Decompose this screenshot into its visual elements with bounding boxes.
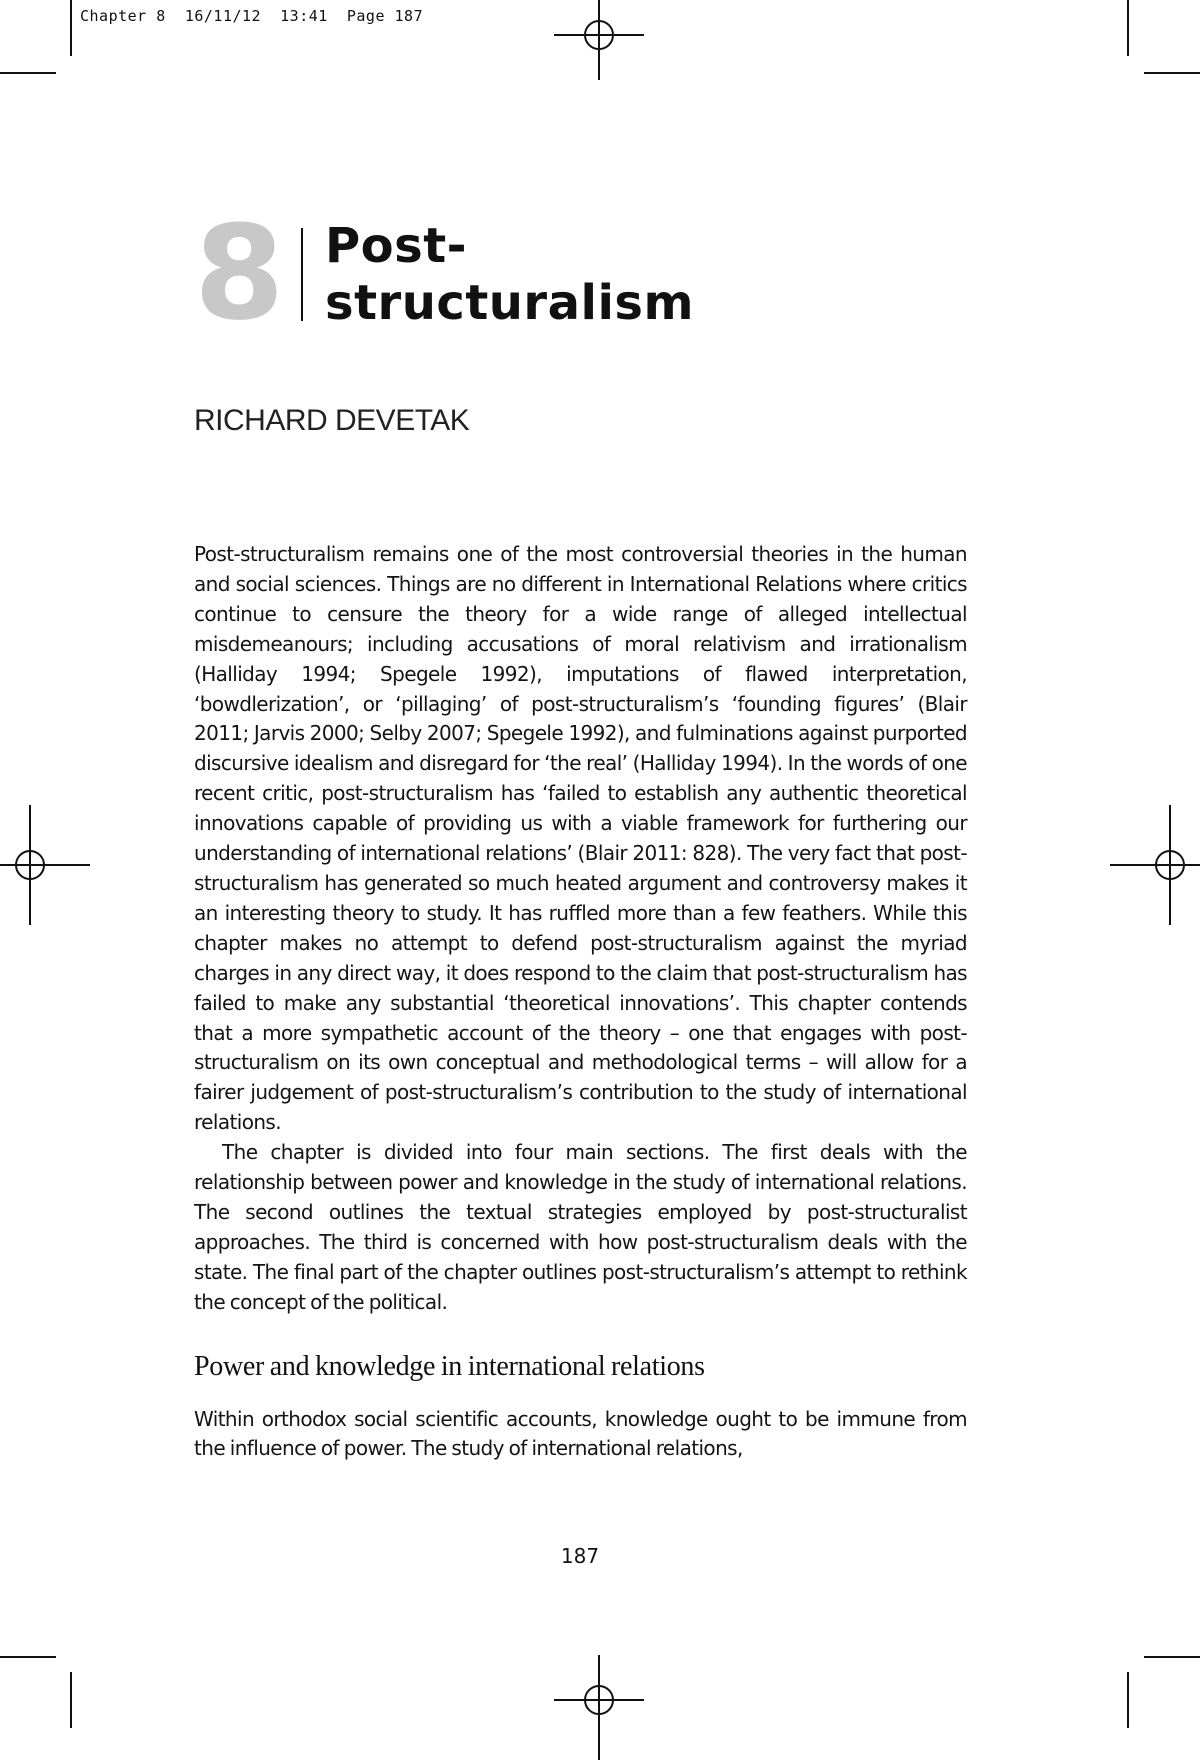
crop-mark-top-right-horizontal bbox=[1144, 72, 1200, 74]
section-heading: Power and knowledge in international relations bbox=[194, 1350, 705, 1382]
crop-mark-bottom-left-vertical bbox=[70, 1672, 72, 1728]
chapter-author: RICHARD DEVETAK bbox=[194, 404, 470, 437]
chapter-body bbox=[194, 540, 967, 1464]
chapter-divider bbox=[301, 228, 303, 321]
chapter-number: 8 bbox=[194, 197, 285, 349]
chapter-title bbox=[325, 218, 885, 332]
crop-mark-bottom-left-horizontal bbox=[0, 1656, 56, 1658]
page-number: 187 bbox=[560, 1544, 600, 1568]
body-paragraph-2: The chapter is divided into four main sections. The first deals with the relationship between power and knowledge in the study of international relations. The second outlines the textual strategies employed by post-structuralist approaches. The third is concerned with how post-structuralism deals with the state. The final part of the chapter outlines post-structuralism’s attempt to rethink the concept of the political. bbox=[194, 1140, 967, 1314]
registration-mark-right bbox=[1110, 805, 1200, 925]
chapter-title-line-2: structuralism bbox=[325, 275, 694, 331]
crop-mark-top-left-vertical bbox=[70, 0, 72, 56]
crop-mark-bottom-right-horizontal bbox=[1144, 1656, 1200, 1658]
registration-mark-top bbox=[539, 0, 659, 95]
crop-mark-top-left-horizontal bbox=[0, 72, 56, 74]
registration-mark-bottom bbox=[539, 1640, 659, 1760]
registration-mark-left bbox=[0, 805, 90, 925]
body-paragraph-1: Post-structuralism remains one of the most controversial theories in the human and social sciences. Things are no different in International Relations where critics continue to censure the theory for a wide range of alleged intellectual misdemeanours; including accusations of moral relativism and irrationalism (Halliday 1994; Spegele 1992), imputations of flawed interpretation, ‘bowdlerization’, or ‘pillaging’ of post-structuralism’s ‘founding figures’ (Blair 2011; Jarvis 2000; Selby 2007; Spegele 1992), and fulminations against purported discursive idealism and disregard for ‘the real’ (Halliday 1994). In the words of one recent critic, post-structuralism has ‘failed to establish any authentic theoretical innovations capable of providing us with a viable framework for furthering our understanding of international relations’ (Blair 2011: 828). The very fact that post-structuralism has generated so much heated argument and controversy makes it an interesting theory to study. It has ruffled more than a few feathers. While this chapter makes no attempt to defend post-structuralism against the myriad charges in any direct way, it does respond to the claim that post-structuralism has failed to make any substantial ‘theoretical innovations’. This chapter contends that a more sympathetic account of the theory – one that engages with post-structuralism on its own conceptual and methodological terms – will allow for a fairer judgement of post-structuralism’s contribution to the study of international relations. bbox=[194, 542, 967, 1135]
crop-mark-top-right-vertical bbox=[1127, 0, 1129, 56]
crop-mark-bottom-right-vertical bbox=[1127, 1672, 1129, 1728]
chapter-title-line-1: Post- bbox=[325, 218, 468, 274]
printer-slug: Chapter 8 16/11/12 13:41 Page 187 bbox=[80, 7, 424, 25]
body-paragraph-3: Within orthodox social scientific accounts, knowledge ought to be immune from the influence of power. The study of international relations, bbox=[194, 1406, 967, 1461]
